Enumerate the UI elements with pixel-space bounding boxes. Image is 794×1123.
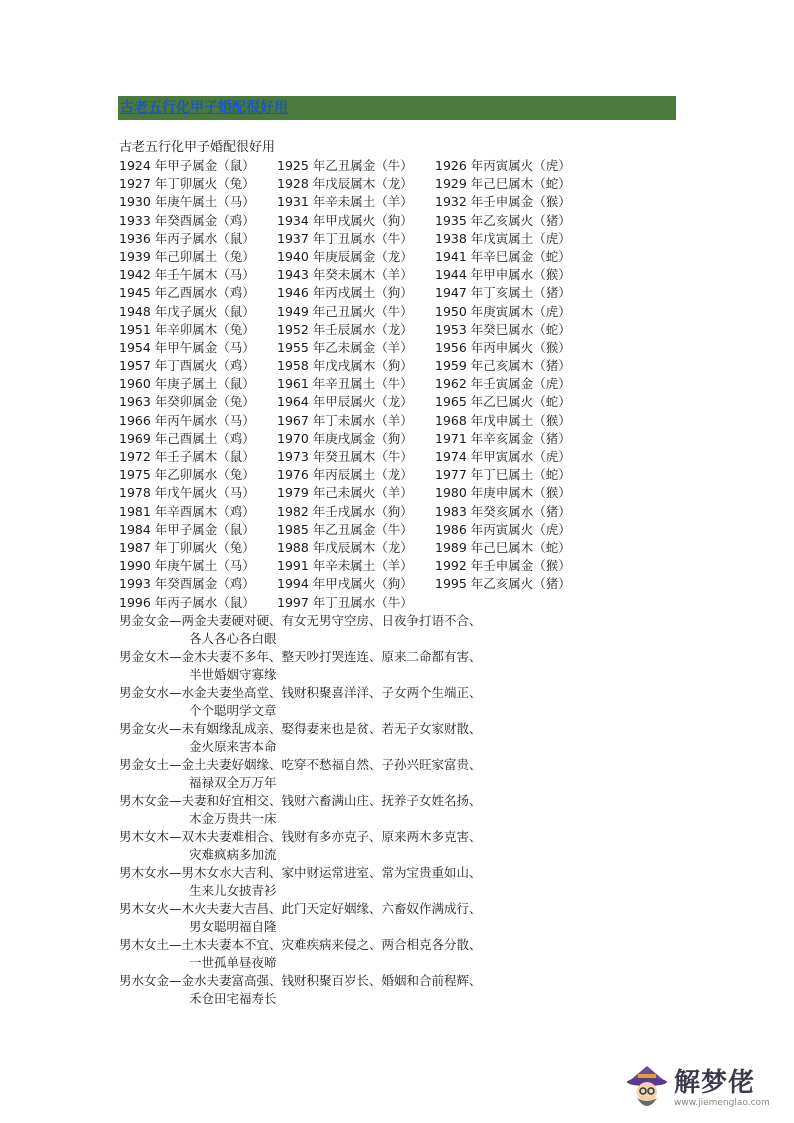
rule-line-continuation: 灾难疯病多加流 xyxy=(189,846,277,862)
year-row xyxy=(119,357,679,375)
year-cell: 1948 年戊子属火（鼠） xyxy=(119,303,255,319)
year-cell: 1962 年壬寅属金（虎） xyxy=(435,376,571,392)
year-cell: 1957 年丁酉属火（鸡） xyxy=(119,358,255,374)
year-row xyxy=(119,575,679,593)
rule-line: 男水女金—金水夫妻富高强、钱财积聚百岁长、婚姻和合前程辉、 xyxy=(119,972,482,988)
year-row xyxy=(119,212,679,230)
year-cell: 1942 年壬午属木（马） xyxy=(119,267,255,283)
year-cell: 1979 年己未属火（羊） xyxy=(277,485,413,501)
year-cell: 1928 年戊辰属木（龙） xyxy=(277,176,413,192)
year-cell: 1973 年癸丑属木（牛） xyxy=(277,449,413,464)
year-row xyxy=(119,339,679,357)
year-cell: 1992 年壬申属金（猴） xyxy=(435,558,571,574)
year-cell: 1984 年甲子属金（鼠） xyxy=(119,521,255,537)
year-cell: 1983 年癸亥属水（猪） xyxy=(435,503,571,519)
rule-line: 男木女木—双木夫妻难相合、钱财有多亦克子、原来两木多克害、 xyxy=(119,828,482,844)
rule-line: 男金女火—未有姻缘乱成亲、娶得妻来也是贫、若无子女家财散、 xyxy=(119,720,482,736)
year-row xyxy=(119,521,679,539)
rule-line-continuation: 木金万贵共一床 xyxy=(189,810,277,826)
year-cell: 1946 年丙戌属土（狗） xyxy=(277,285,413,301)
rule-line: 男金女金—两金夫妻硬对硬、有女无男守空房、日夜争打语不合、 xyxy=(119,612,482,628)
watermark-name: 解梦佬 xyxy=(674,1068,756,1098)
year-cell: 1988 年戊辰属木（龙） xyxy=(277,539,413,555)
title-bar xyxy=(118,96,676,120)
year-cell: 1982 年壬戌属水（狗） xyxy=(277,503,413,519)
year-cell: 1929 年己巳属木（蛇） xyxy=(435,176,571,192)
year-cell: 1987 年丁卯属火（兔） xyxy=(119,539,255,555)
year-cell: 1991 年辛未属土（羊） xyxy=(277,558,413,574)
year-row xyxy=(119,557,679,575)
rule-line-continuation: 金火原来害本命 xyxy=(189,738,277,754)
year-row xyxy=(119,503,679,521)
rule-line-continuation: 一世孤单昼夜啼 xyxy=(189,954,277,970)
rule-line: 男金女土—金土夫妻好姻缘、吃穿不愁福自然、子孙兴旺家富贵、 xyxy=(119,756,482,772)
year-row xyxy=(119,303,679,321)
year-row xyxy=(119,175,679,193)
year-row xyxy=(119,430,679,448)
year-cell: 1968 年戊申属土（猴） xyxy=(435,412,571,428)
year-cell: 1952 年壬辰属水（龙） xyxy=(277,321,413,337)
year-cell: 1958 年戊戌属木（狗） xyxy=(277,358,413,374)
site-watermark xyxy=(624,1058,774,1118)
year-cell: 1963 年癸卯属金（兔） xyxy=(119,394,255,410)
year-cell: 1954 年甲午属金（马） xyxy=(119,339,255,355)
year-cell: 1966 年丙午属水（马） xyxy=(119,412,255,428)
rule-line: 男金女水—水金夫妻坐高堂、钱财积聚喜洋洋、子女两个生端正、 xyxy=(119,684,482,700)
year-cell: 1964 年甲辰属火（龙） xyxy=(277,394,413,410)
year-row xyxy=(119,466,679,484)
year-row xyxy=(119,157,679,175)
rule-line-continuation: 半世婚姻守寡缘 xyxy=(189,666,277,682)
year-cell: 1996 年丙子属水（鼠） xyxy=(119,594,255,610)
year-cell: 1995 年乙亥属火（猪） xyxy=(435,576,571,592)
rule-line: 男木女火—木火夫妻大吉昌、此门天定好姻缘、六畜奴作满成行、 xyxy=(119,900,482,916)
year-cell: 1956 年丙申属火（猴） xyxy=(435,339,571,355)
year-row xyxy=(119,193,679,211)
year-cell: 1951 年辛卯属木（兔） xyxy=(119,321,255,337)
rule-line: 男金女木—金木夫妻不多年、整天吵打哭连连、原来二命都有害、 xyxy=(119,648,482,664)
year-row xyxy=(119,321,679,339)
year-cell: 1986 年丙寅属火（虎） xyxy=(435,521,571,537)
year-cell: 1953 年癸巳属水（蛇） xyxy=(435,321,571,337)
year-cell: 1934 年甲戌属火（狗） xyxy=(277,212,413,228)
year-cell: 1971 年辛亥属金（猪） xyxy=(435,430,571,446)
rule-line: 男木女水—男木女水大吉利、家中财运常进室、常为宝贵重如山、 xyxy=(119,864,482,880)
year-cell: 1925 年乙丑属金（牛） xyxy=(277,158,413,173)
year-cell: 1960 年庚子属土（鼠） xyxy=(119,376,255,392)
year-cell: 1993 年癸酉属金（鸡） xyxy=(119,576,255,592)
year-row xyxy=(119,448,679,466)
year-row xyxy=(119,539,679,557)
year-cell: 1945 年乙酉属水（鸡） xyxy=(119,285,255,301)
rule-line-continuation: 生来儿女披青衫 xyxy=(189,882,277,898)
rule-line-continuation: 个个聪明学文章 xyxy=(189,702,277,718)
year-row xyxy=(119,230,679,248)
zodiac-year-table xyxy=(119,157,679,612)
rule-line-continuation: 禾仓田宅福寿长 xyxy=(189,990,277,1006)
year-row xyxy=(119,412,679,430)
year-cell: 1977 年丁巳属土（蛇） xyxy=(435,467,571,483)
year-row xyxy=(119,266,679,284)
year-cell: 1940 年庚辰属金（龙） xyxy=(277,248,413,264)
year-row xyxy=(119,484,679,502)
year-cell: 1933 年癸酉属金（鸡） xyxy=(119,212,255,228)
rule-line: 男木女金—夫妻和好宜相交、钱财六畜满山庄、抚养子女姓名扬、 xyxy=(119,792,482,808)
year-cell: 1941 年辛巳属金（蛇） xyxy=(435,248,571,264)
year-cell: 1924 年甲子属金（鼠） xyxy=(119,158,255,173)
year-cell: 1926 年丙寅属火（虎） xyxy=(435,158,571,173)
year-row xyxy=(119,594,679,612)
year-row xyxy=(119,284,679,302)
year-cell: 1975 年乙卯属水（兔） xyxy=(119,467,255,483)
year-cell: 1980 年庚申属木（猴） xyxy=(435,485,571,501)
year-cell: 1976 年丙辰属土（龙） xyxy=(277,467,413,483)
watermark-url: www.jiemenglao.com xyxy=(674,1098,770,1108)
year-cell: 1949 年己丑属火（牛） xyxy=(277,303,413,319)
year-row xyxy=(119,393,679,411)
year-cell: 1961 年辛丑属土（牛） xyxy=(277,376,413,392)
year-cell: 1943 年癸未属木（羊） xyxy=(277,267,413,283)
year-cell: 1950 年庚寅属木（虎） xyxy=(435,303,571,319)
document-subtitle: 古老五行化甲子婚配很好用 xyxy=(119,140,276,155)
year-cell: 1931 年辛未属土（羊） xyxy=(277,194,413,210)
year-cell: 1930 年庚午属土（马） xyxy=(119,194,255,210)
rule-line-continuation: 男女聪明福自隆 xyxy=(189,918,277,934)
year-cell: 1985 年乙丑属金（牛） xyxy=(277,521,413,537)
year-cell: 1972 年壬子属木（鼠） xyxy=(119,449,255,464)
year-cell: 1970 年庚戌属金（狗） xyxy=(277,430,413,446)
year-cell: 1981 年辛酉属木（鸡） xyxy=(119,503,255,519)
year-cell: 1939 年己卯属土（兔） xyxy=(119,248,255,264)
year-cell: 1965 年乙巳属火（蛇） xyxy=(435,394,571,410)
title-link[interactable]: 古老五行化甲子婚配很好用 xyxy=(120,100,288,116)
fortune-teller-icon xyxy=(624,1060,670,1114)
year-cell: 1959 年己亥属木（猪） xyxy=(435,358,571,374)
year-cell: 1989 年己巳属木（蛇） xyxy=(435,539,571,555)
year-cell: 1932 年壬申属金（猴） xyxy=(435,194,571,210)
marriage-rules-list xyxy=(119,612,679,1008)
year-cell: 1947 年丁亥属土（猪） xyxy=(435,285,571,301)
year-cell: 1927 年丁卯属火（兔） xyxy=(119,176,255,192)
rule-line-continuation: 福禄双全万万年 xyxy=(189,774,277,790)
rule-line-continuation: 各人各心各白眼 xyxy=(189,630,277,646)
year-cell: 1974 年甲寅属水（虎） xyxy=(435,449,571,464)
year-row xyxy=(119,375,679,393)
year-cell: 1944 年甲申属水（猴） xyxy=(435,267,571,283)
year-cell: 1990 年庚午属土（马） xyxy=(119,558,255,574)
document-body xyxy=(119,139,679,1008)
rule-line: 男木女土—土木夫妻本不宜、灾难疾病来侵之、两合相克各分散、 xyxy=(119,936,482,952)
year-row xyxy=(119,248,679,266)
year-cell: 1994 年甲戌属火（狗） xyxy=(277,576,413,592)
year-cell: 1937 年丁丑属水（牛） xyxy=(277,230,413,246)
year-cell: 1997 年丁丑属水（牛） xyxy=(277,594,413,610)
year-cell: 1978 年戊午属火（马） xyxy=(119,485,255,501)
year-cell: 1955 年乙未属金（羊） xyxy=(277,339,413,355)
year-cell: 1967 年丁未属水（羊） xyxy=(277,412,413,428)
year-cell: 1938 年戊寅属土（虎） xyxy=(435,230,571,246)
year-cell: 1969 年己酉属土（鸡） xyxy=(119,430,255,446)
year-cell: 1936 年丙子属水（鼠） xyxy=(119,230,255,246)
year-cell: 1935 年乙亥属火（猪） xyxy=(435,212,571,228)
